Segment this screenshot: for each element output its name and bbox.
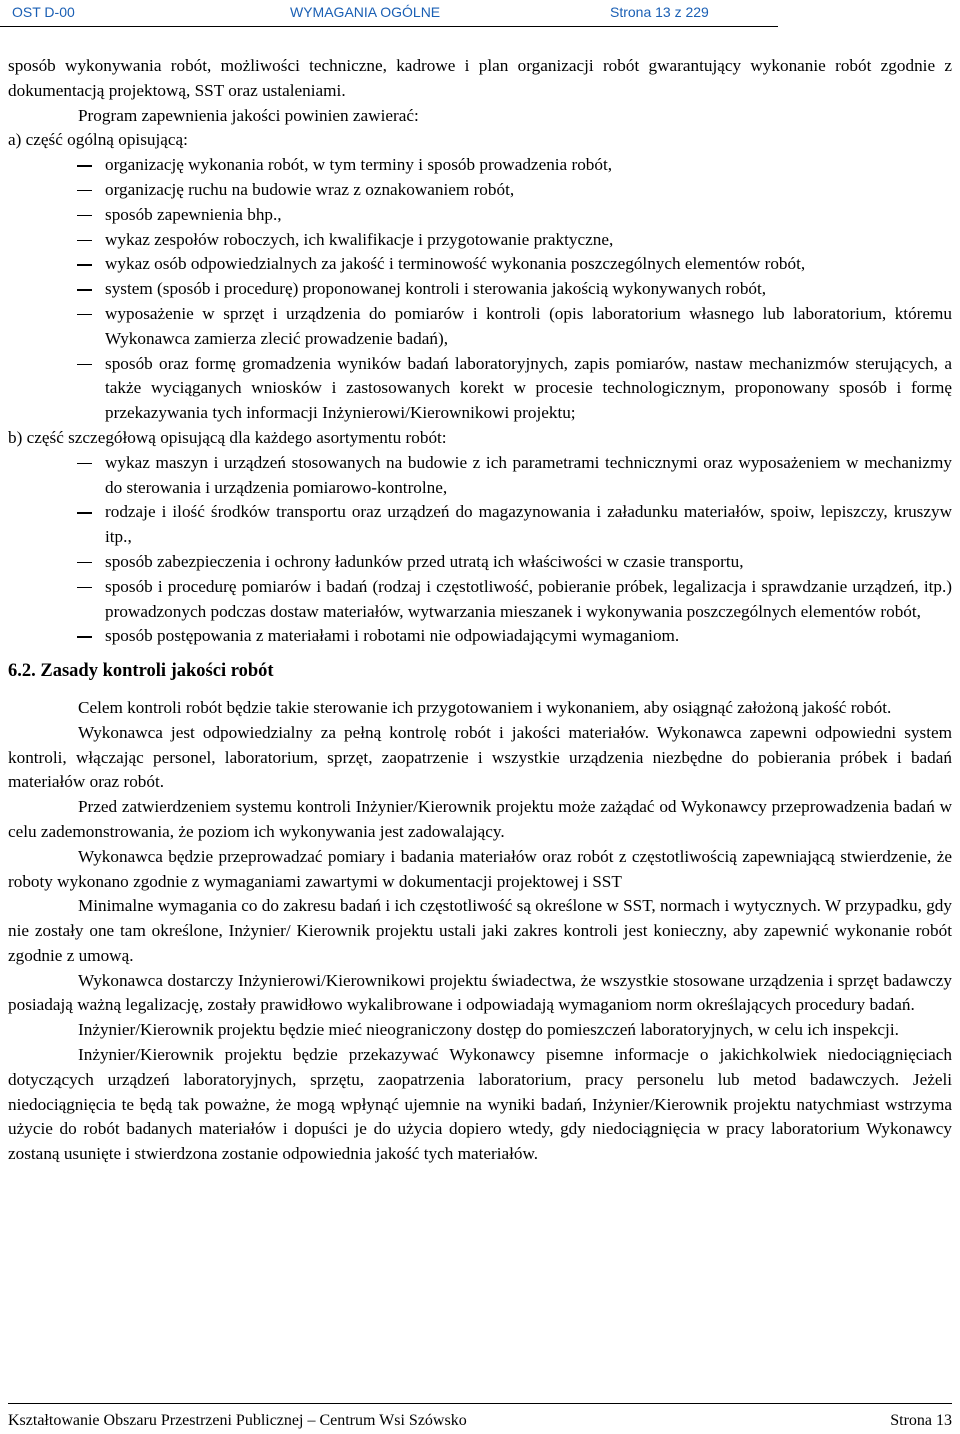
section-paragraph: Wykonawca jest odpowiedzialny za pełną kontrolę robót i jakości materiałów. Wykonawca zapewni odpowiedni system kontroli, włączając personel, laboratorium, sprzęt, zaopatrzenie i wszystkie urządzenia niezbędne do pobierania próbek i badań materiałów oraz robót. <box>8 722 952 792</box>
list-item: wykaz maszyn i urządzeń stosowanych na budowie z ich parametrami technicznymi oraz wyposażeniem w mechanizmy do sterowania i urządzenia pomiarowo-kontrolne, <box>105 451 952 501</box>
list-item: sposób zabezpieczenia i ochrony ładunków przed utratą ich właściwości w czasie transportu, <box>105 550 952 575</box>
program-intro: Program zapewnienia jakości powinien zawierać: <box>78 105 419 125</box>
list-item: sposób i procedurę pomiarów i badań (rodzaj i częstotliwość, pobieranie próbek, legalizacja i sprawdzanie urządzeń, itp.) prowadzonych podczas dostaw materiałów, wytwarzania mieszanek i wykonywania poszczególnych elementów robót, <box>105 575 952 625</box>
list-item: organizację ruchu na budowie wraz z oznakowaniem robót, <box>105 178 952 203</box>
header-page-number: Strona 13 z 229 <box>610 4 709 20</box>
list-item: organizację wykonania robót, w tym terminy i sposób prowadzenia robót, <box>105 153 952 178</box>
section-paragraph: Wykonawca będzie przeprowadzać pomiary i badania materiałów oraz robót z częstotliwością zapewniającą stwierdzenie, że roboty wykonano zgodnie z wymaganiami zawartymi w dokumentacji projektowej i SST <box>8 846 952 891</box>
header-section-title: WYMAGANIA OGÓLNE <box>290 4 441 20</box>
section-paragraph: Inżynier/Kierownik projektu będzie mieć nieograniczony dostęp do pomieszczeń laboratoryjnych, w celu ich inspekcji. <box>78 1020 899 1040</box>
intro-paragraph: sposób wykonywania robót, możliwości techniczne, kadrowe i plan organizacji robót gwarantujący wykonanie robót zgodnie z dokumentacją projektową, SST oraz ustaleniami. <box>8 56 952 100</box>
section-paragraph: Celem kontroli robót będzie takie sterowanie ich przygotowaniem i wykonaniem, aby osiągnąć założoną jakość robót. <box>78 697 892 717</box>
part-a-list <box>8 153 952 426</box>
list-item: sposób postępowania z materiałami i robotami nie odpowiadającymi wymaganiom. <box>105 624 952 649</box>
part-a-label: a) część ogólną opisującą: <box>8 130 188 150</box>
section-paragraph: Wykonawca dostarczy Inżynierowi/Kierownikowi projektu świadectwa, że wszystkie stosowane urządzenia i sprzęt badawczy posiadają ważną legalizację, zostały prawidłowo wykalibrowane i odpowiadają wymaganiom norm określających procedury badań. <box>8 970 952 1015</box>
list-item: system (sposób i procedurę) proponowanej kontroli i sterowania jakością wykonywanych robót, <box>105 277 952 302</box>
part-b-label: b) część szczegółową opisującą dla każdego asortymentu robót: <box>8 427 447 447</box>
footer-page-number: Strona 13 <box>890 1412 952 1429</box>
part-b-list <box>8 451 952 649</box>
document-body <box>8 54 952 1167</box>
section-heading: 6.2. Zasady kontroli jakości robót <box>8 661 274 682</box>
section-paragraph: Minimalne wymagania co do zakresu badań i ich częstotliwość są określone w SST, normach i wytycznych. W przypadku, gdy nie zostały one tam określone, Inżynier/ Kierownik projektu ustali jaki zakres kontroli jest konieczny, aby zapewnić wykonanie robót zgodnie z umową. <box>8 896 952 965</box>
page-footer <box>8 1403 952 1429</box>
footer-project-title: Kształtowanie Obszaru Przestrzeni Publicznej – Centrum Wsi Szówsko <box>8 1412 467 1429</box>
list-item: sposób oraz formę gromadzenia wyników badań laboratoryjnych, zapis pomiarów, nastaw mechanizmów sterujących, a także wyciąganych wniosków i zastosowanych korekt w procesie technologicznym, proponowany sposób i formę przekazywania tych informacji Inżynierowi/Kierownikowi projektu; <box>105 352 952 426</box>
page-header <box>0 0 778 27</box>
header-doc-code: OST D-00 <box>12 4 75 20</box>
section-paragraph: Inżynier/Kierownik projektu będzie przekazywać Wykonawcy pisemne informacje o jakichkolwiek niedociągnięciach dotyczących urządzeń laboratoryjnych, sprzętu, zaopatrzenia laboratorium, pracy personelu lub metod badawczych. Jeżeli niedociągnięcia te będą tak poważne, że mogą wpłynąć ujemnie na wyniki badań, Inżynier/Kierownik projektu natychmiast wstrzyma użycie do robót badanych materiałów i dopuści je do użycia dopiero wtedy, gdy niedociągnięcia w pracy laboratorium Wykonawcy zostaną usunięte i stwierdzona zostanie odpowiednia jakość tych materiałów. <box>8 1045 952 1164</box>
list-item: rodzaje i ilość środków transportu oraz urządzeń do magazynowania i załadunku materiałów, spoiw, lepiszczy, kruszyw itp., <box>105 500 952 550</box>
list-item: wykaz zespołów roboczych, ich kwalifikacje i przygotowanie praktyczne, <box>105 228 952 253</box>
section-paragraph: Przed zatwierdzeniem systemu kontroli Inżynier/Kierownik projektu może zażądać od Wykonawcy przeprowadzenia badań w celu zademonstrowania, że poziom ich wykonywania jest zadowalający. <box>8 797 952 841</box>
list-item: wykaz osób odpowiedzialnych za jakość i terminowość wykonania poszczególnych elementów robót, <box>105 252 952 277</box>
list-item: wyposażenie w sprzęt i urządzenia do pomiarów i kontroli (opis laboratorium własnego lub laboratorium, któremu Wykonawca zamierza zlecić prowadzenie badań), <box>105 302 952 352</box>
list-item: sposób zapewnienia bhp., <box>105 203 952 228</box>
